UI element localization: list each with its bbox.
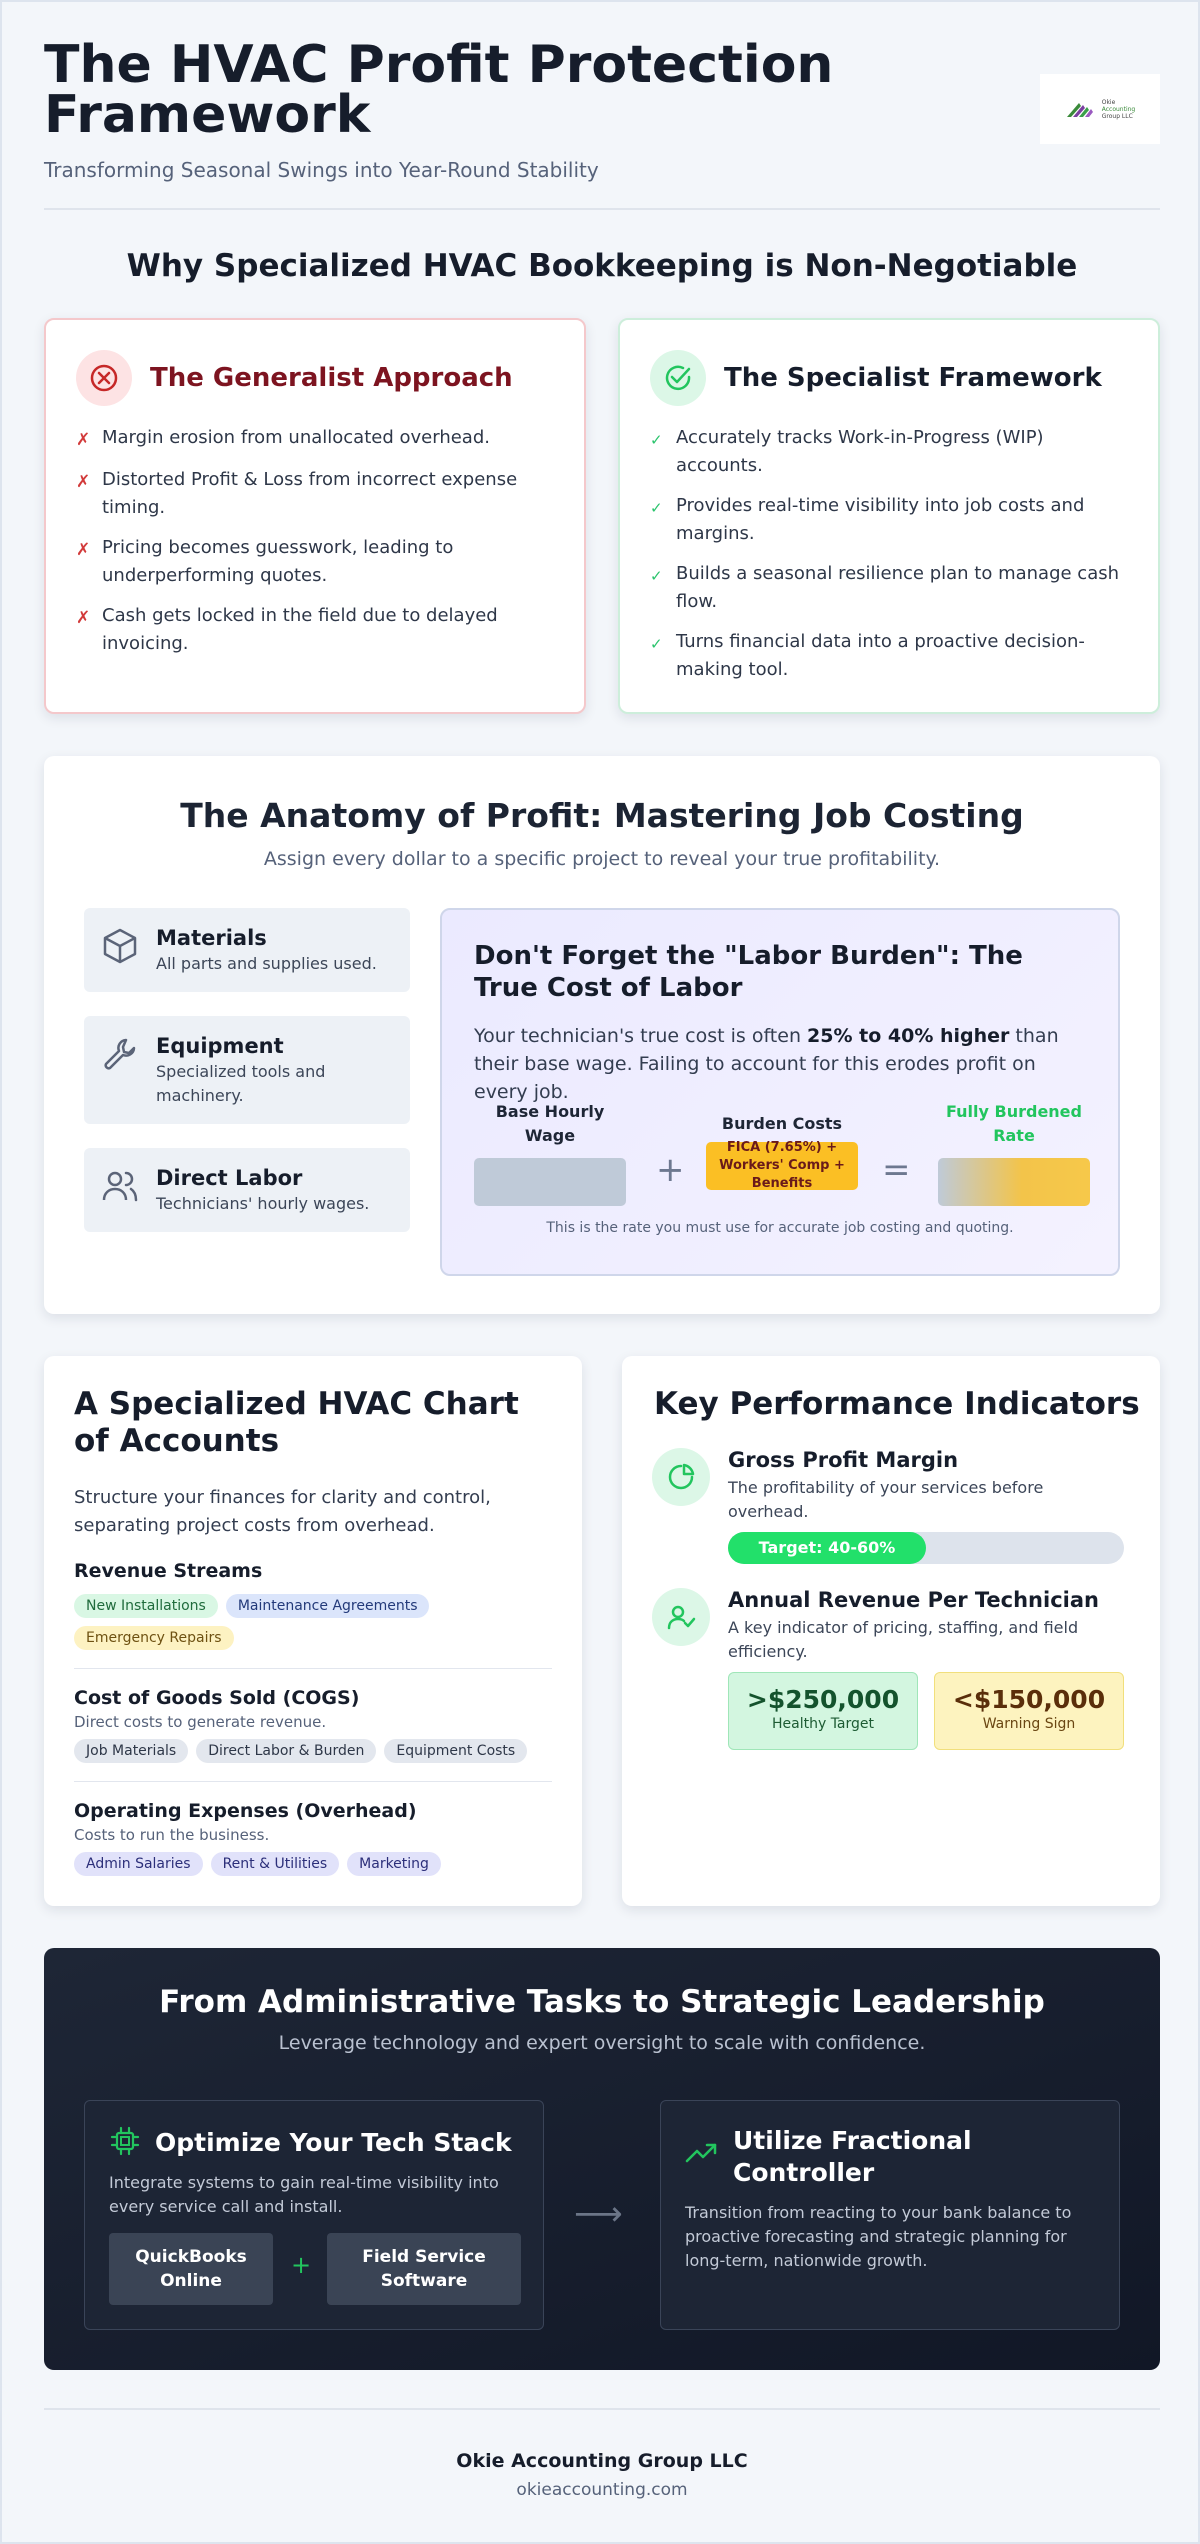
fully-burdened-label: Fully Burdened Rate [946, 1102, 1082, 1145]
coa-title: A Specialized HVAC Chart of Accounts [74, 1386, 519, 1459]
logo-text-line: Group LLC [1101, 112, 1133, 120]
kpi-item-desc: The profitability of your services before overhead. [728, 1478, 1044, 1521]
cost-item-direct-labor [84, 1148, 410, 1232]
x-mark-icon: ✗ [76, 608, 91, 628]
logo-text-line: Accounting [1101, 105, 1136, 113]
desc-highlight: 25% to 40% higher [807, 1025, 1010, 1047]
burden-costs-box: FICA (7.65%) + Workers' Comp + Benefits [706, 1142, 858, 1190]
specialist-title: The Specialist Framework [724, 363, 1102, 393]
account-tag: Maintenance Agreements [226, 1594, 430, 1618]
group-title: Revenue Streams [74, 1560, 263, 1582]
burden-costs-label: Burden Costs [721, 1114, 843, 1133]
box-icon [100, 926, 140, 974]
x-mark-icon: ✗ [76, 430, 91, 450]
healthy-target-value: >$250,000 [746, 1685, 900, 1714]
cost-item-materials [84, 908, 410, 992]
x-mark-icon: ✗ [76, 472, 91, 492]
kpi-annual-revenue-per-tech [652, 1588, 1128, 1750]
pie-chart-icon [652, 1448, 710, 1506]
group-title: Cost of Goods Sold (COGS) [74, 1687, 360, 1709]
check-mark-icon: ✓ [650, 567, 663, 585]
fully-burdened-bar [938, 1158, 1090, 1206]
list-item-text: Pricing becomes guesswork, leading to underperforming quotes. [102, 537, 454, 586]
list-item-text: Margin erosion from unallocated overhead. [102, 427, 490, 448]
list-item-text: Builds a seasonal resilience plan to manage cash flow. [676, 563, 1120, 612]
list-item [650, 560, 1130, 616]
kpi-gross-profit-margin [652, 1448, 1128, 1564]
quickbooks-pill: QuickBooks Online [109, 2233, 273, 2305]
check-mark-icon: ✓ [650, 431, 663, 449]
fractional-controller-box [660, 2100, 1120, 2330]
plus-sign: + [656, 1150, 685, 1190]
opex-group [74, 1800, 552, 1876]
tech-stack-desc: Integrate systems to gain real-time visibility into every service call and install. [109, 2173, 499, 2216]
desc-text: than their base wage. Failing to account for this erodes profit on every job. [474, 1025, 1059, 1103]
tech-stack-box [84, 2100, 544, 2330]
list-item-text: Distorted Profit & Loss from incorrect expense timing. [102, 469, 518, 518]
list-item [650, 628, 1130, 684]
healthy-target-box [728, 1672, 918, 1750]
plus-sign: + [291, 2251, 312, 2279]
account-tag: Marketing [347, 1852, 441, 1876]
list-item-text: Accurately tracks Work-in-Progress (WIP) accounts. [676, 427, 1044, 476]
section-title-why: Why Specialized HVAC Bookkeeping is Non-Negotiable [126, 248, 1078, 284]
field-service-pill: Field Service Software [327, 2233, 521, 2305]
cost-item-title: Materials [156, 926, 267, 950]
cost-item-title: Equipment [156, 1034, 284, 1058]
base-wage-label: Base Hourly Wage [495, 1102, 605, 1145]
cost-item-desc: Specialized tools and machinery. [156, 1062, 326, 1105]
healthy-target-label: Healthy Target [771, 1716, 875, 1732]
kpi-card [622, 1356, 1160, 1906]
warning-sign-label: Warning Sign [982, 1716, 1076, 1732]
list-item [650, 424, 1130, 480]
page-subtitle: Transforming Seasonal Swings into Year-Round Stability [44, 158, 599, 182]
logo-mark-icon [1065, 97, 1099, 121]
gpm-progress-fill: Target: 40-60% [728, 1532, 926, 1564]
list-item-text: Turns financial data into a proactive decision-making tool. [676, 631, 1085, 680]
footer-website-link[interactable]: okieaccounting.com [516, 2480, 688, 2500]
labor-burden-desc [474, 1022, 1086, 1106]
user-check-icon [652, 1588, 710, 1646]
cost-item-desc: All parts and supplies used. [156, 954, 377, 973]
leadership-section [44, 1948, 1160, 2370]
group-subtitle: Costs to run the business. [74, 1826, 270, 1844]
equals-sign: = [882, 1150, 911, 1190]
check-mark-icon: ✓ [650, 635, 663, 653]
chart-of-accounts-card [44, 1356, 582, 1906]
labor-burden-panel [440, 908, 1120, 1276]
list-item [76, 602, 556, 658]
generalist-card [44, 318, 586, 714]
check-circle-icon [650, 350, 706, 406]
specialist-card [618, 318, 1160, 714]
list-item [76, 466, 556, 522]
section-subtitle-anatomy: Assign every dollar to a specific project to reveal your true profitability. [263, 848, 941, 870]
cost-item-title: Direct Labor [156, 1166, 303, 1190]
check-mark-icon: ✓ [650, 499, 663, 517]
group-subtitle: Direct costs to generate revenue. [74, 1713, 327, 1731]
divider [74, 1781, 552, 1782]
leadership-title: From Administrative Tasks to Strategic Leadership [159, 1984, 1045, 2020]
trending-up-icon [685, 2125, 719, 2169]
cost-item-desc: Technicians' hourly wages. [156, 1194, 370, 1213]
section-title-anatomy: The Anatomy of Profit: Mastering Job Costing [180, 796, 1024, 835]
kpi-item-title: Annual Revenue Per Technician [728, 1588, 1099, 1612]
gpm-progress-bar [728, 1532, 1124, 1564]
cpu-chip-icon [109, 2125, 141, 2161]
account-tag: Job Materials [74, 1739, 188, 1763]
account-tag: Admin Salaries [74, 1852, 203, 1876]
list-item [650, 492, 1130, 548]
fractional-controller-desc: Transition from reacting to your bank balance to proactive forecasting and strategic planning for long-term, nationwide growth. [685, 2203, 1072, 2270]
burden-note: This is the rate you must use for accurate job costing and quoting. [546, 1220, 1014, 1236]
burden-equation [474, 1100, 1090, 1210]
divider [44, 208, 1160, 210]
account-tag: Rent & Utilities [211, 1852, 340, 1876]
header [44, 35, 1160, 208]
account-tag: Emergency Repairs [74, 1626, 234, 1650]
list-item [76, 534, 556, 590]
divider [44, 2408, 1160, 2410]
tech-stack-title: Optimize Your Tech Stack [155, 2128, 512, 2157]
generalist-title: The Generalist Approach [150, 363, 513, 393]
cogs-group [74, 1687, 552, 1763]
leadership-subtitle: Leverage technology and expert oversight to scale with confidence. [278, 2032, 926, 2054]
divider [74, 1668, 552, 1669]
account-tag: New Installations [74, 1594, 218, 1618]
arrow-right-icon: ⟶ [574, 2194, 623, 2234]
company-logo [1040, 74, 1160, 144]
job-costing-card [44, 756, 1160, 1314]
kpi-item-title: Gross Profit Margin [728, 1448, 959, 1472]
account-tag: Direct Labor & Burden [196, 1739, 376, 1763]
base-wage-bar [474, 1158, 626, 1206]
users-icon [100, 1166, 140, 1214]
group-title: Operating Expenses (Overhead) [74, 1800, 417, 1822]
desc-text: Your technician's true cost is often [474, 1025, 808, 1047]
cost-item-equipment [84, 1016, 410, 1124]
logo-text-line: Okie [1101, 98, 1116, 106]
labor-burden-title: Don't Forget the "Labor Burden": The True Cost of Labor [474, 941, 1023, 1003]
fractional-controller-title: Utilize Fractional Controller [733, 2126, 972, 2187]
footer-company-name: Okie Accounting Group LLC [456, 2450, 748, 2472]
warning-sign-box [934, 1672, 1124, 1750]
wrench-icon [100, 1034, 140, 1106]
page-title: The HVAC Profit Protection Framework [44, 35, 834, 145]
list-item-text: Cash gets locked in the field due to delayed invoicing. [102, 605, 498, 654]
revenue-group [74, 1560, 552, 1650]
account-tag: Equipment Costs [384, 1739, 527, 1763]
x-mark-icon: ✗ [76, 540, 91, 560]
warning-sign-value: <$150,000 [952, 1685, 1106, 1714]
list-item [76, 424, 556, 454]
x-circle-icon [76, 350, 132, 406]
coa-intro: Structure your finances for clarity and control, separating project costs from overhead. [74, 1487, 491, 1536]
list-item-text: Provides real-time visibility into job costs and margins. [676, 495, 1085, 544]
kpi-title: Key Performance Indicators [654, 1386, 1140, 1422]
kpi-item-desc: A key indicator of pricing, staffing, and field efficiency. [728, 1618, 1079, 1661]
